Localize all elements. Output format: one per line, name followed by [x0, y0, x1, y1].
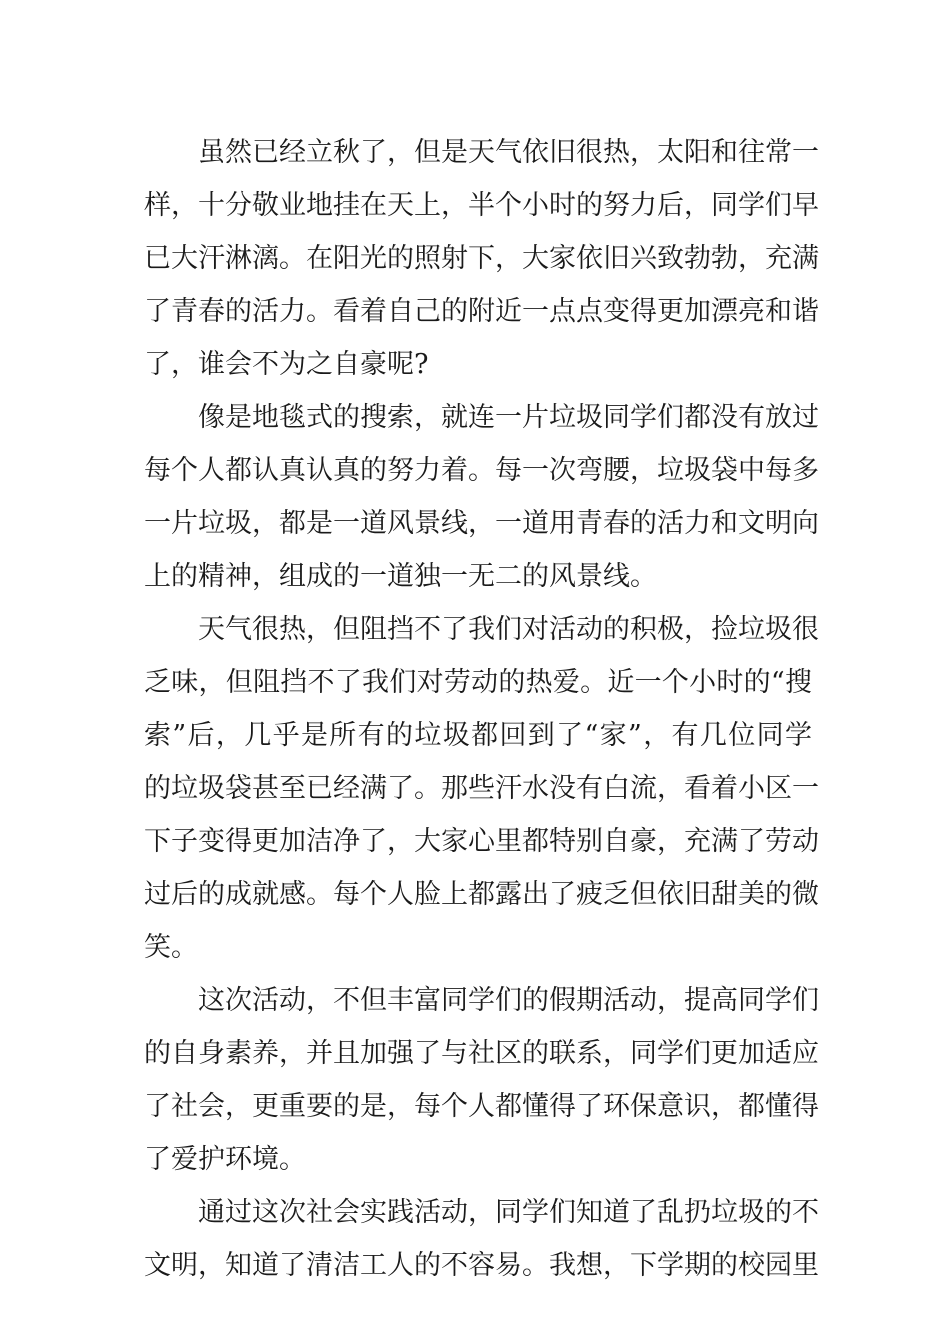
paragraph-1 — [144, 126, 819, 391]
text-line: 了爱护环境。 — [144, 1144, 306, 1175]
paragraph-5 — [144, 1186, 819, 1292]
text-line: 文明，知道了清洁工人的不容易。我想，下学期的校园里 — [144, 1250, 819, 1281]
text-line: 了，谁会不为之自豪呢? — [144, 349, 429, 380]
text-line: 了青春的活力。看着自己的附近一点点变得更加漂亮和谐 — [144, 296, 819, 327]
text-line: 下子变得更加洁净了，大家心里都特别自豪，充满了劳动 — [144, 826, 819, 857]
paragraph-4 — [144, 974, 819, 1186]
text-line: 笑。 — [144, 932, 198, 963]
text-line: 上的精神，组成的一道独一无二的风景线。 — [144, 561, 657, 592]
text-line: 通过这次社会实践活动，同学们知道了乱扔垃圾的不 — [198, 1197, 819, 1228]
paragraph-3 — [144, 603, 819, 974]
text-line: 这次活动，不但丰富同学们的假期活动，提高同学们 — [198, 985, 819, 1016]
text-line: 的自身素养，并且加强了与社区的联系，同学们更加适应 — [144, 1038, 819, 1069]
text-line: 乏味，但阻挡不了我们对劳动的热爱。近一个小时的“搜 — [144, 667, 812, 698]
text-line: 了社会，更重要的是，每个人都懂得了环保意识，都懂得 — [144, 1091, 819, 1122]
text-line: 像是地毯式的搜索，就连一片垃圾同学们都没有放过 — [198, 402, 819, 433]
text-line: 样，十分敬业地挂在天上，半个小时的努力后，同学们早 — [144, 190, 819, 221]
document-body — [144, 126, 819, 1292]
text-line: 每个人都认真认真的努力着。每一次弯腰，垃圾袋中每多 — [144, 455, 819, 486]
text-line: 虽然已经立秋了，但是天气依旧很热，太阳和往常一 — [198, 137, 819, 168]
text-line: 一片垃圾，都是一道风景线，一道用青春的活力和文明向 — [144, 508, 819, 539]
text-line: 过后的成就感。每个人脸上都露出了疲乏但依旧甜美的微 — [144, 879, 819, 910]
text-line: 索”后，几乎是所有的垃圾都回到了“家”，有几位同学 — [144, 720, 812, 751]
text-line: 天气很热，但阻挡不了我们对活动的积极，捡垃圾很 — [198, 614, 819, 645]
text-line: 的垃圾袋甚至已经满了。那些汗水没有白流，看着小区一 — [144, 773, 819, 804]
paragraph-2 — [144, 391, 819, 603]
text-line: 已大汗淋漓。在阳光的照射下，大家依旧兴致勃勃，充满 — [144, 243, 819, 274]
